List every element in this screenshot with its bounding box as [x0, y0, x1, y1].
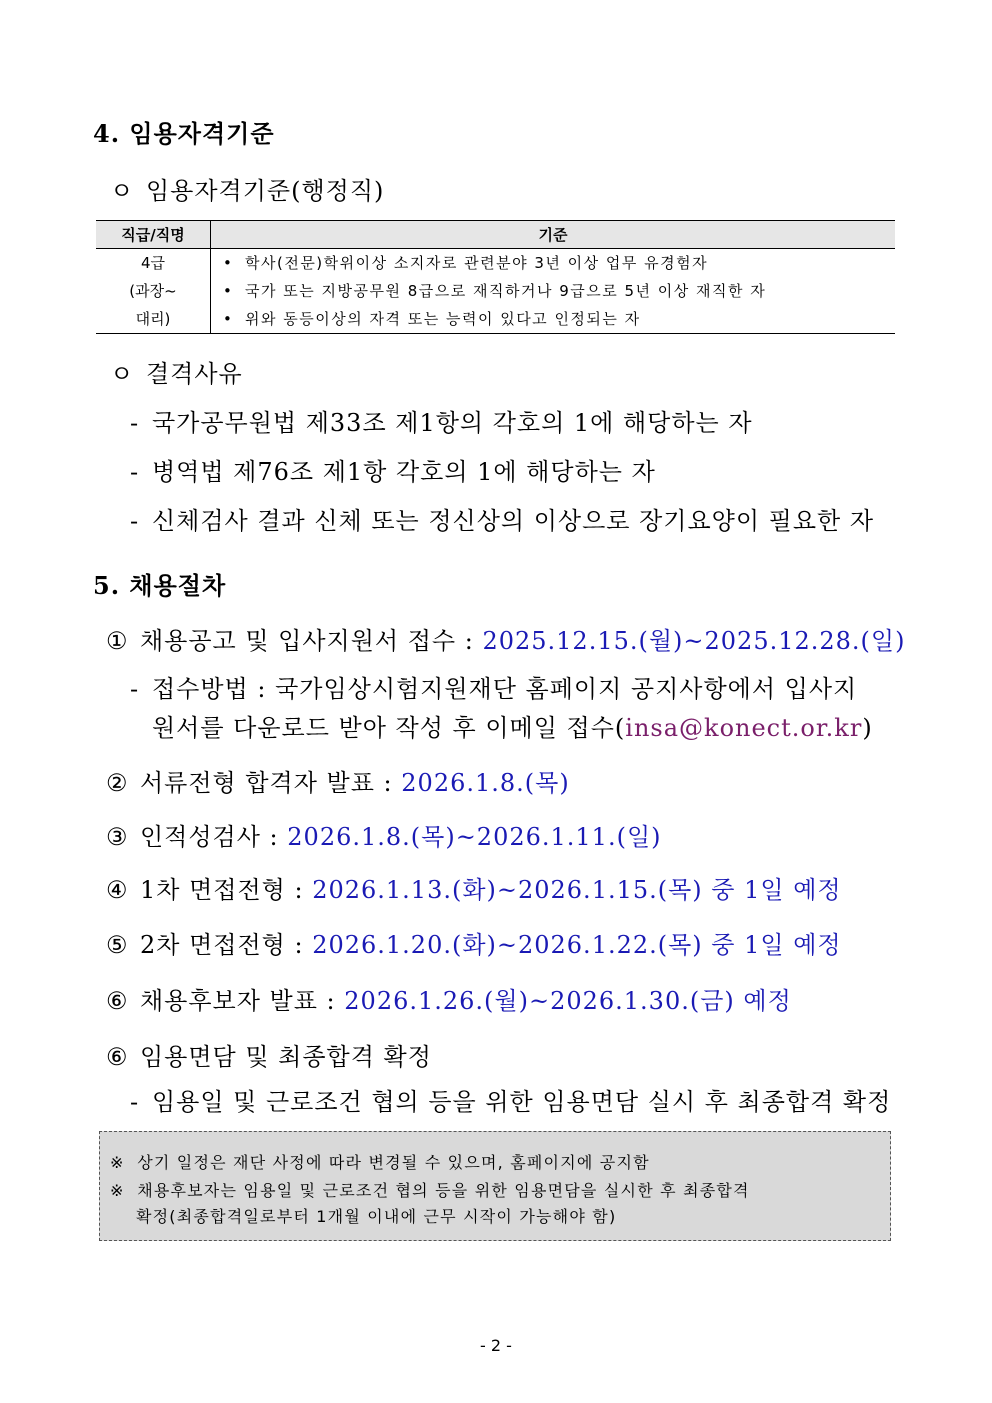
reference-mark: ※ [110, 1181, 125, 1200]
list-item [211, 277, 895, 305]
dash-bullet: - [130, 409, 140, 437]
final-detail-text: 임용일 및 근로조건 협의 등을 위한 임용면담 실시 후 최종합격 확정 [152, 1088, 892, 1116]
step-date: 2026.1.13.(화)~2026.1.15.(목) 중 1일 예정 [312, 876, 842, 904]
subheading-text: 임용자격기준(행정직) [146, 177, 385, 205]
notice-box [99, 1131, 891, 1241]
criteria-cell [211, 249, 896, 334]
method-line-2 [152, 708, 873, 743]
final-detail [130, 1082, 891, 1117]
disqualification-title: 결격사유 [146, 360, 243, 388]
disqualification-heading [110, 354, 243, 389]
step-date: 2026.1.20.(화)~2026.1.22.(목) 중 1일 예정 [312, 931, 842, 959]
list-item [130, 452, 656, 487]
bullet-dot: • [223, 310, 234, 328]
step-date: 2026.1.8.(목)~2026.1.11.(일) [287, 823, 662, 851]
dash-bullet: - [130, 1088, 140, 1116]
disqualification-text: 신체검사 결과 신체 또는 정신상의 이상으로 장기요양이 필요한 자 [152, 507, 874, 535]
step-label: 임용면담 및 최종합격 확정 [140, 1043, 432, 1071]
notice-line-3: 확정(최종합격일로부터 1개월 이내에 근무 시작이 가능해야 함) [136, 1207, 617, 1226]
grade-cell [96, 249, 211, 334]
list-item [211, 305, 895, 333]
step-date: 2025.12.15.(월)~2025.12.28.(일) [482, 627, 906, 655]
section4-subheading [110, 171, 384, 206]
table-row [96, 249, 895, 334]
step-number: ④ [106, 876, 129, 904]
grade-line: (과장~ [129, 282, 177, 300]
disqualification-text: 국가공무원법 제33조 제1항의 각호의 1에 해당하는 자 [152, 409, 753, 437]
step-6 [106, 981, 792, 1016]
step-number: ② [106, 769, 129, 797]
step-label: 채용공고 및 입사지원서 접수 : [140, 627, 474, 655]
criteria-text: 학사(전문)학위이상 소지자로 관련분야 3년 이상 업무 유경험자 [245, 254, 709, 272]
method-line-1 [130, 669, 857, 704]
list-item [211, 249, 895, 277]
step-label: 2차 면접전형 : [140, 931, 304, 959]
section5-title: 5. 채용절차 [93, 571, 227, 600]
qualification-table [96, 220, 895, 334]
email-link[interactable]: insa@konect.or.kr [625, 714, 863, 742]
step-date: 2026.1.26.(월)~2026.1.30.(금) 예정 [344, 987, 792, 1015]
method-text: 접수방법 : 국가임상시험지원재단 홈페이지 공지사항에서 입사지 [152, 675, 858, 703]
step-7 [106, 1037, 432, 1072]
list-item [130, 403, 753, 438]
notice-line-2 [110, 1178, 882, 1201]
circle-bullet: ㅇ [110, 177, 135, 205]
criteria-text: 국가 또는 지방공무원 8급으로 재직하거나 9급으로 5년 이상 재직한 자 [245, 282, 767, 300]
page-number: - 2 - [480, 1336, 512, 1355]
header-grade: 직급/직명 [96, 221, 211, 249]
disqualification-text: 병역법 제76조 제1항 각호의 1에 해당하는 자 [152, 458, 656, 486]
method-close: ) [862, 714, 873, 742]
grade-line: 4급 [140, 254, 166, 272]
section4-title: 4. 임용자격기준 [93, 119, 275, 148]
dash-bullet: - [130, 507, 140, 535]
step-label: 1차 면접전형 : [140, 876, 304, 904]
circle-bullet: ㅇ [110, 360, 135, 388]
step-label: 인적성검사 : [140, 823, 279, 851]
criteria-list [211, 249, 895, 333]
table-header-row [96, 221, 895, 249]
reference-mark: ※ [110, 1153, 125, 1172]
bullet-dot: • [223, 254, 234, 272]
step-label: 서류전형 합격자 발표 : [140, 769, 393, 797]
criteria-text: 위와 동등이상의 자격 또는 능력이 있다고 인정되는 자 [245, 310, 641, 328]
step-number: ③ [106, 823, 129, 851]
header-criteria: 기준 [211, 221, 896, 249]
step-date: 2026.1.8.(목) [401, 769, 570, 797]
step-label: 채용후보자 발표 : [140, 987, 336, 1015]
notice-text: 채용후보자는 임용일 및 근로조건 협의 등을 위한 임용면담을 실시한 후 최종합격 [137, 1181, 750, 1200]
grade-line: 대리) [135, 310, 171, 328]
step-5 [106, 925, 842, 960]
step-2 [106, 763, 570, 798]
step-4 [106, 870, 842, 905]
step-number: ⑥ [106, 1043, 129, 1071]
list-item [130, 501, 874, 536]
step-number: ⑤ [106, 931, 129, 959]
notice-text: 상기 일정은 재단 사정에 따라 변경될 수 있으며, 홈페이지에 공지함 [137, 1153, 650, 1172]
dash-bullet: - [130, 458, 140, 486]
notice-line-1 [110, 1150, 882, 1173]
method-text: 원서를 다운로드 받아 작성 후 이메일 접수( [152, 714, 626, 742]
step-1 [106, 621, 905, 656]
step-3 [106, 817, 662, 852]
dash-bullet: - [130, 675, 140, 703]
step-number: ① [106, 627, 129, 655]
step-number: ⑥ [106, 987, 129, 1015]
bullet-dot: • [223, 282, 234, 300]
